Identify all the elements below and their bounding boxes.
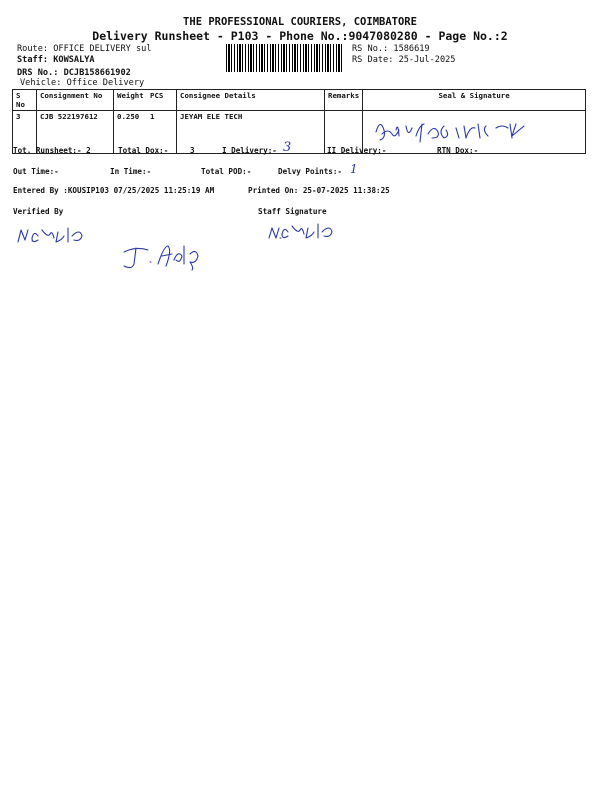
cell-weight: 0.250 xyxy=(114,111,148,154)
handwritten-signature-receiver xyxy=(366,112,536,150)
col-pcs: PCS xyxy=(147,90,177,111)
col-remarks: Remarks xyxy=(325,90,363,111)
col-consignee: Consignee Details xyxy=(177,90,325,111)
i-delivery-label: I Delivery:- xyxy=(222,146,277,155)
rs-number: RS No.: 1586619 xyxy=(352,44,430,54)
cell-consignment: CJB 522197612 xyxy=(37,111,114,154)
delvy-points-handwritten: 1 xyxy=(350,162,358,176)
cell-sno: 3 xyxy=(13,111,37,154)
runsheet-title: Delivery Runsheet - P103 - Phone No.:9047080280 - Page No.:2 xyxy=(92,29,508,43)
i-delivery-handwritten: 3 xyxy=(283,140,292,155)
handwritten-signature-staff xyxy=(266,220,338,244)
drs-number: DRS No.: DCJB158661902 xyxy=(17,68,131,78)
out-time-label: Out Time:- xyxy=(13,167,59,176)
total-pod-label: Total POD:- xyxy=(201,167,252,176)
table-row xyxy=(13,111,586,154)
staff-signature-label: Staff Signature xyxy=(258,207,327,216)
company-title: THE PROFESSIONAL COURIERS, COIMBATORE xyxy=(183,16,417,28)
entered-by: Entered By :KOUSIP103 07/25/2025 11:25:19 AM xyxy=(13,186,215,195)
staff-label: Staff: KOWSALYA xyxy=(17,55,95,65)
delvy-points-label: Delvy Points:- xyxy=(278,167,343,176)
col-consignment: Consignment No xyxy=(37,90,114,111)
in-time-label: In Time:- xyxy=(110,167,152,176)
cell-consignee: JEYAM ELE TECH xyxy=(177,111,325,154)
total-runsheet: Tot. Runsheet:- 2 xyxy=(13,146,91,155)
route-label: Route: OFFICE DELIVERY sul xyxy=(17,44,152,54)
handwritten-signature-verifier xyxy=(14,222,94,248)
rs-date: RS Date: 25-Jul-2025 xyxy=(352,55,456,65)
printed-on: Printed On: 25-07-2025 11:38:25 xyxy=(248,186,390,195)
vehicle-label: Vehicle: Office Delivery xyxy=(20,78,145,88)
table-header-row xyxy=(13,90,586,111)
verified-by-label: Verified By xyxy=(13,207,64,216)
col-seal-signature: Seal & Signature xyxy=(363,90,586,111)
total-dox-label: Total Dox:- xyxy=(118,146,169,155)
cell-pcs: 1 xyxy=(147,111,177,154)
handwritten-signature-middle xyxy=(118,238,210,272)
runsheet-table xyxy=(12,89,586,154)
ii-delivery-label: II Delivery:- xyxy=(327,146,387,155)
total-dox-value: 3 xyxy=(190,146,195,155)
barcode xyxy=(226,44,344,72)
col-weight: Weight xyxy=(114,90,148,111)
rtn-dox-label: RTN Dox:- xyxy=(437,146,479,155)
col-sno: S No xyxy=(13,90,37,111)
